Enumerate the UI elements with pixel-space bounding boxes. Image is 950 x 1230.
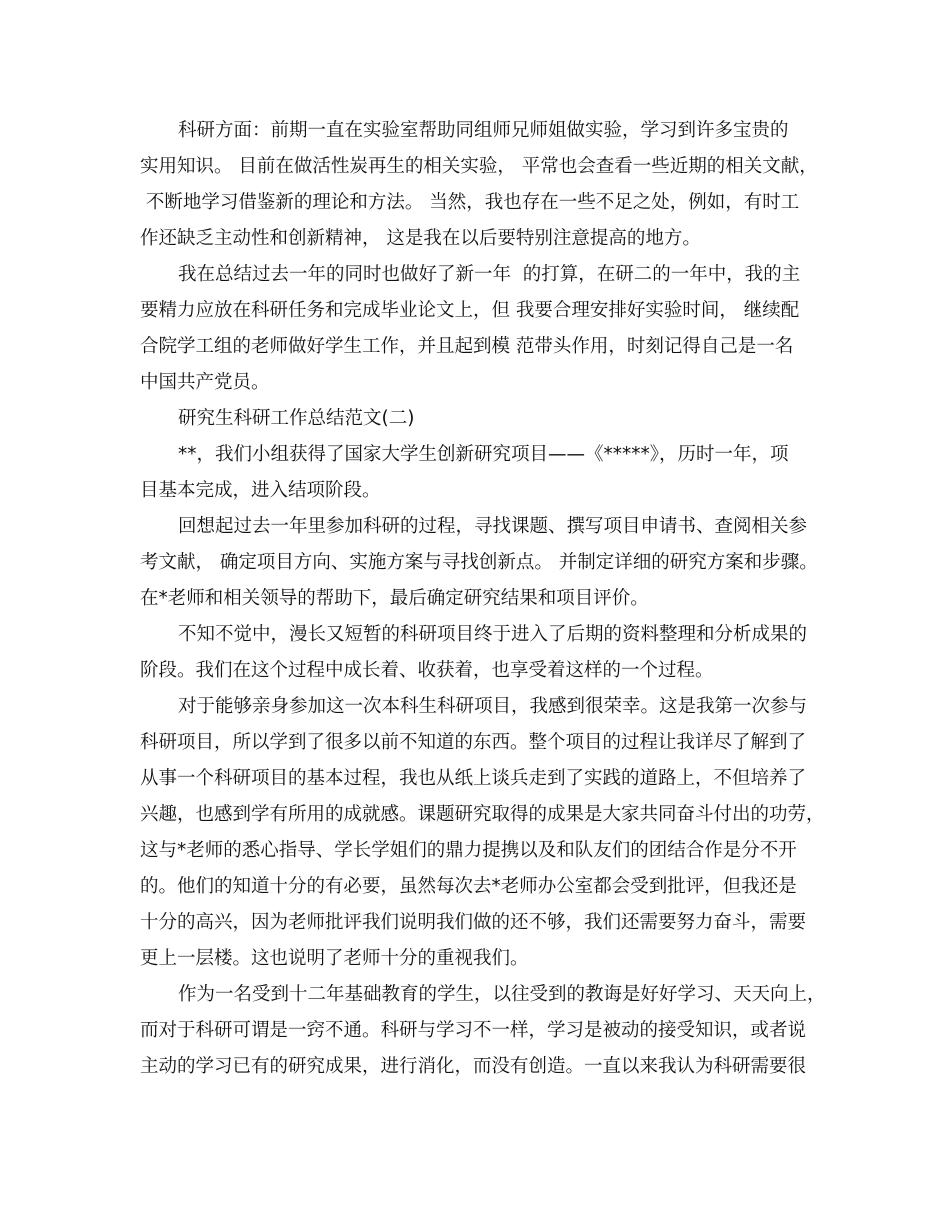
text-line: 而对于科研可谓是一窍不通。科研与学习不一样，学习是被动的接受知识，或者说 [140,1020,807,1041]
section-heading: 研究生科研工作总结范文(二) [178,408,415,429]
text-line: 不断地学习借鉴新的理论和方法。 当然，我也存在一些不足之处，例如，有时工 [140,192,800,213]
text-line: 作还缺乏主动性和创新精神， 这是我在以后要特别注意提高的地方。 [140,228,701,249]
text-line: 目基本完成，进入结项阶段。 [140,480,381,501]
text-line: 的。他们的知道十分的有必要，虽然每次去*老师办公室都会受到批评，但我还是 [140,876,797,897]
text-line: 兴趣，也感到学有所用的成就感。课题研究取得的成果是大家共同奋斗付出的功劳， [140,804,825,825]
text-line: 科研方面：前期一直在实验室帮助同组师兄师姐做实验，学习到许多宝贵的 [178,120,789,141]
text-line: 主动的学习已有的研究成果，进行消化，而没有创造。一直以来我认为科研需要很 [140,1056,807,1077]
text-line: 回想起过去一年里参加科研的过程，寻找课题、撰写项目申请书、查阅相关参 [178,516,808,537]
text-line: 在*老师和相关领导的帮助下，最后确定研究结果和项目评价。 [140,588,649,609]
text-line: 阶段。我们在这个过程中成长着、收获着，也享受着这样的一个过程。 [140,660,714,681]
text-line: 科研项目，所以学到了很多以前不知道的东西。整个项目的过程让我详尽了解到了 [140,732,807,753]
text-line: **，我们小组获得了国家大学生创新研究项目——《*****》，历时一年，项 [178,444,789,465]
text-line: 作为一名受到十二年基础教育的学生，以往受到的教诲是好好学习、天天向上， [178,984,826,1005]
text-line: 对于能够亲身参加这一次本科生科研项目，我感到很荣幸。这是我第一次参与 [178,696,808,717]
text-line: 要精力应放在科研任务和完成毕业论文上，但 我要合理安排好实验时间， 继续配 [140,300,800,321]
text-line: 不知不觉中，漫长又短暂的科研项目终于进入了后期的资料整理和分析成果的 [178,624,808,645]
text-line: 合院学工组的老师做好学生工作，并且起到模 范带头作用，时刻记得自己是一名 [140,336,794,357]
text-line: 这与*老师的悉心指导、学长学姐们的鼎力提携以及和队友们的团结合作是分不开 [140,840,797,861]
text-line: 实用知识。 目前在做活性炭再生的相关实验， 平常也会查看一些近期的相关文献， [140,156,818,177]
text-line: 我在总结过去一年的同时也做好了新一年 的打算，在研二的一年中，我的主 [178,264,801,285]
text-line: 十分的高兴，因为老师批评我们说明我们做的还不够，我们还需要努力奋斗，需要 [140,912,807,933]
text-line: 从事一个科研项目的基本过程，我也从纸上谈兵走到了实践的道路上，不但培养了 [140,768,807,789]
text-line: 更上一层楼。这也说明了老师十分的重视我们。 [140,948,529,969]
text-line: 中国共产党员。 [140,372,270,393]
text-line: 考文献， 确定项目方向、实施方案与寻找创新点。 并制定详细的研究方案和步骤。 [140,552,818,573]
